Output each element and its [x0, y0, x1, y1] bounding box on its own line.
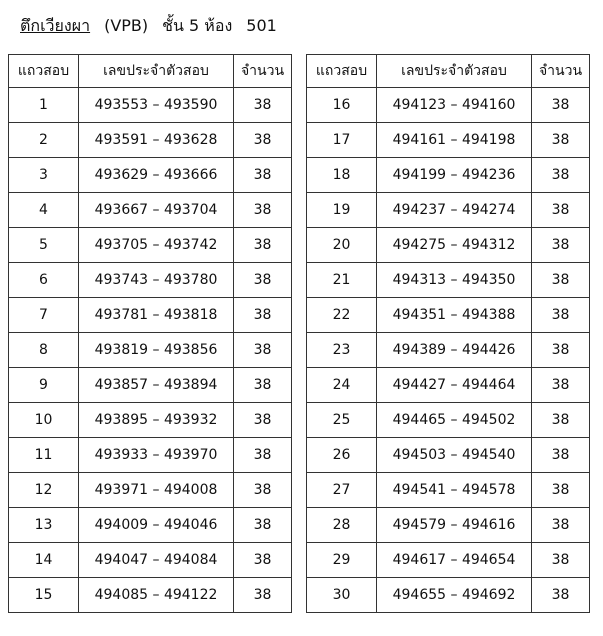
table-row — [307, 88, 590, 123]
id-range-cell: 494427 – 494464 — [377, 368, 532, 403]
table-row — [9, 193, 292, 228]
page-title — [20, 14, 277, 39]
table-row — [307, 333, 590, 368]
table-row — [307, 368, 590, 403]
table-row — [307, 403, 590, 438]
count-cell: 38 — [234, 508, 292, 543]
table-row — [9, 368, 292, 403]
row-number-cell: 21 — [307, 263, 377, 298]
table-row — [307, 438, 590, 473]
room-label: ห้อง — [204, 16, 233, 35]
row-number-cell: 15 — [9, 578, 79, 613]
count-cell: 38 — [234, 368, 292, 403]
row-number-cell: 3 — [9, 158, 79, 193]
count-cell: 38 — [234, 88, 292, 123]
count-cell: 38 — [234, 473, 292, 508]
table-row — [9, 158, 292, 193]
table-row — [9, 263, 292, 298]
id-range-cell: 493971 – 494008 — [79, 473, 234, 508]
row-number-cell: 6 — [9, 263, 79, 298]
count-cell: 38 — [234, 438, 292, 473]
table-row — [9, 123, 292, 158]
header-count: จำนวน — [532, 55, 590, 88]
id-range-cell: 494085 – 494122 — [79, 578, 234, 613]
id-range-cell: 494389 – 494426 — [377, 333, 532, 368]
count-cell: 38 — [532, 543, 590, 578]
count-cell: 38 — [532, 473, 590, 508]
seating-table-right — [306, 54, 590, 613]
count-cell: 38 — [234, 123, 292, 158]
room-number: 501 — [246, 16, 277, 35]
table-header-row — [307, 55, 590, 88]
count-cell: 38 — [532, 158, 590, 193]
table-row — [9, 298, 292, 333]
table-row — [9, 403, 292, 438]
header-count: จำนวน — [234, 55, 292, 88]
id-range-cell: 494161 – 494198 — [377, 123, 532, 158]
table-row — [307, 158, 590, 193]
id-range-cell: 494275 – 494312 — [377, 228, 532, 263]
id-range-cell: 494199 – 494236 — [377, 158, 532, 193]
row-number-cell: 13 — [9, 508, 79, 543]
row-number-cell: 28 — [307, 508, 377, 543]
count-cell: 38 — [532, 438, 590, 473]
id-range-cell: 493705 – 493742 — [79, 228, 234, 263]
row-number-cell: 24 — [307, 368, 377, 403]
id-range-cell: 493895 – 493932 — [79, 403, 234, 438]
table-row — [307, 193, 590, 228]
id-range-cell: 494465 – 494502 — [377, 403, 532, 438]
row-number-cell: 27 — [307, 473, 377, 508]
row-number-cell: 4 — [9, 193, 79, 228]
row-number-cell: 1 — [9, 88, 79, 123]
table-row — [307, 298, 590, 333]
id-range-cell: 493819 – 493856 — [79, 333, 234, 368]
table-row — [307, 543, 590, 578]
table-row — [307, 508, 590, 543]
header-row-number: แถวสอบ — [9, 55, 79, 88]
count-cell: 38 — [234, 403, 292, 438]
table-row — [307, 578, 590, 613]
seating-table-left — [8, 54, 292, 613]
count-cell: 38 — [234, 333, 292, 368]
table-row — [9, 88, 292, 123]
table-row — [9, 473, 292, 508]
id-range-cell: 494123 – 494160 — [377, 88, 532, 123]
count-cell: 38 — [234, 263, 292, 298]
floor-label: ชั้น 5 — [162, 16, 200, 35]
count-cell: 38 — [532, 263, 590, 298]
table-row — [9, 508, 292, 543]
count-cell: 38 — [532, 228, 590, 263]
row-number-cell: 16 — [307, 88, 377, 123]
header-id-range: เลขประจำตัวสอบ — [79, 55, 234, 88]
count-cell: 38 — [532, 298, 590, 333]
count-cell: 38 — [234, 578, 292, 613]
id-range-cell: 494237 – 494274 — [377, 193, 532, 228]
id-range-cell: 493629 – 493666 — [79, 158, 234, 193]
table-row — [307, 473, 590, 508]
row-number-cell: 10 — [9, 403, 79, 438]
id-range-cell: 494047 – 494084 — [79, 543, 234, 578]
id-range-cell: 494009 – 494046 — [79, 508, 234, 543]
count-cell: 38 — [532, 578, 590, 613]
table-row — [9, 438, 292, 473]
count-cell: 38 — [234, 158, 292, 193]
table-row — [307, 263, 590, 298]
id-range-cell: 494655 – 494692 — [377, 578, 532, 613]
row-number-cell: 8 — [9, 333, 79, 368]
id-range-cell: 493857 – 493894 — [79, 368, 234, 403]
table-row — [307, 123, 590, 158]
id-range-cell: 494351 – 494388 — [377, 298, 532, 333]
count-cell: 38 — [532, 508, 590, 543]
row-number-cell: 5 — [9, 228, 79, 263]
count-cell: 38 — [234, 298, 292, 333]
row-number-cell: 17 — [307, 123, 377, 158]
count-cell: 38 — [532, 193, 590, 228]
id-range-cell: 493667 – 493704 — [79, 193, 234, 228]
row-number-cell: 29 — [307, 543, 377, 578]
count-cell: 38 — [532, 123, 590, 158]
count-cell: 38 — [234, 543, 292, 578]
id-range-cell: 493933 – 493970 — [79, 438, 234, 473]
table-row — [307, 228, 590, 263]
id-range-cell: 494541 – 494578 — [377, 473, 532, 508]
building-code: (VPB) — [104, 16, 149, 35]
table-row — [9, 333, 292, 368]
row-number-cell: 19 — [307, 193, 377, 228]
count-cell: 38 — [234, 193, 292, 228]
count-cell: 38 — [532, 88, 590, 123]
row-number-cell: 23 — [307, 333, 377, 368]
id-range-cell: 494617 – 494654 — [377, 543, 532, 578]
id-range-cell: 493781 – 493818 — [79, 298, 234, 333]
id-range-cell: 493591 – 493628 — [79, 123, 234, 158]
row-number-cell: 12 — [9, 473, 79, 508]
count-cell: 38 — [234, 228, 292, 263]
id-range-cell: 494313 – 494350 — [377, 263, 532, 298]
count-cell: 38 — [532, 368, 590, 403]
row-number-cell: 2 — [9, 123, 79, 158]
row-number-cell: 20 — [307, 228, 377, 263]
row-number-cell: 30 — [307, 578, 377, 613]
row-number-cell: 11 — [9, 438, 79, 473]
table-header-row — [9, 55, 292, 88]
id-range-cell: 493743 – 493780 — [79, 263, 234, 298]
table-row — [9, 543, 292, 578]
table-row — [9, 228, 292, 263]
count-cell: 38 — [532, 333, 590, 368]
header-id-range: เลขประจำตัวสอบ — [377, 55, 532, 88]
row-number-cell: 26 — [307, 438, 377, 473]
id-range-cell: 494579 – 494616 — [377, 508, 532, 543]
row-number-cell: 14 — [9, 543, 79, 578]
row-number-cell: 9 — [9, 368, 79, 403]
header-row-number: แถวสอบ — [307, 55, 377, 88]
id-range-cell: 494503 – 494540 — [377, 438, 532, 473]
row-number-cell: 7 — [9, 298, 79, 333]
row-number-cell: 25 — [307, 403, 377, 438]
row-number-cell: 18 — [307, 158, 377, 193]
table-row — [9, 578, 292, 613]
row-number-cell: 22 — [307, 298, 377, 333]
count-cell: 38 — [532, 403, 590, 438]
id-range-cell: 493553 – 493590 — [79, 88, 234, 123]
building-name: ตึกเวียงผา — [20, 16, 91, 35]
